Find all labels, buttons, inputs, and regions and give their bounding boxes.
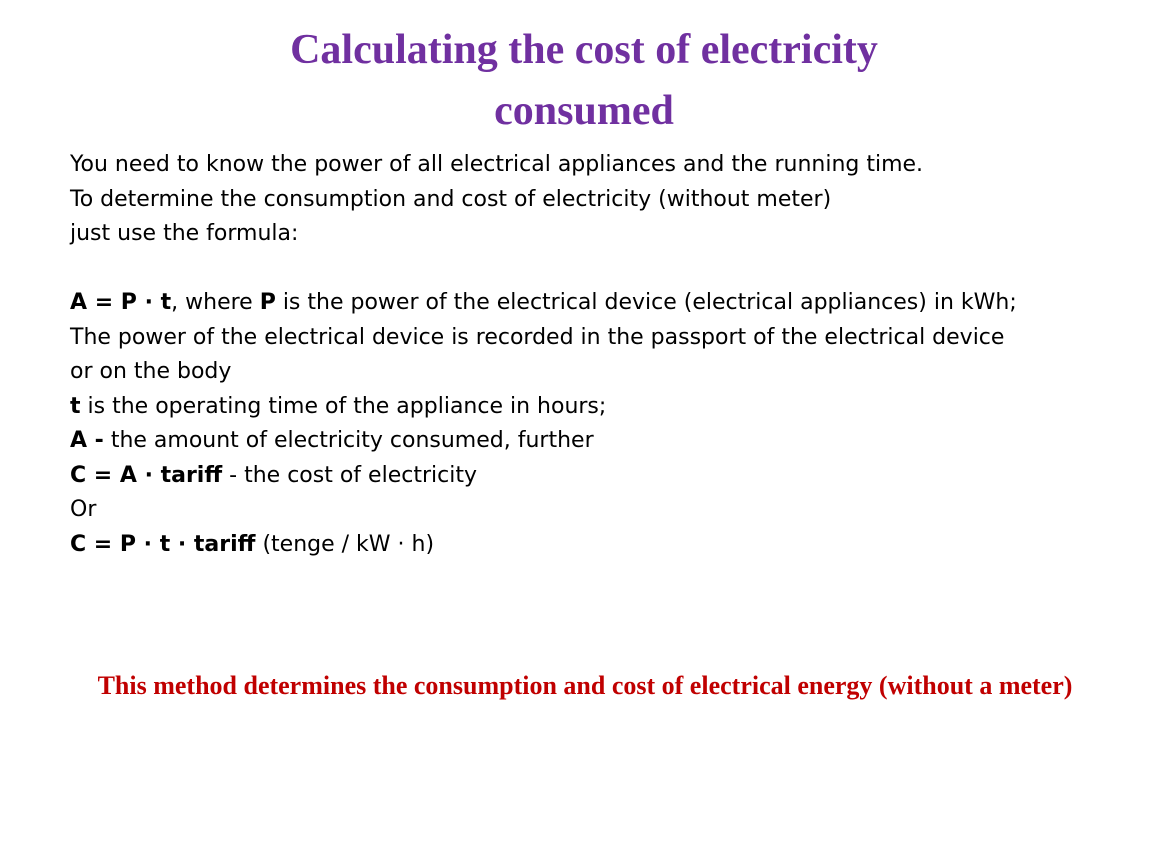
intro-line-3: just use the formula:: [70, 221, 299, 246]
amount-definition-line: [70, 424, 1130, 459]
formula-p-bold: P: [259, 290, 276, 315]
formula-t: t: [160, 290, 172, 315]
slide-title-line-2: consumed: [494, 88, 674, 134]
time-definition-line: [70, 390, 1130, 425]
combined-formula: C = P · t · tariff: [70, 531, 256, 557]
power-note-line-2: or on the body: [70, 359, 232, 384]
formula-dot: ·: [136, 290, 161, 315]
formula-equals: =: [87, 290, 121, 315]
formula-p-description: is the power of the electrical device (electrical appliances) in kWh;: [275, 290, 1017, 315]
combined-formula-line: [70, 528, 1130, 563]
cost-formula: C = A · tariff: [70, 462, 223, 488]
combined-formula-units: (tenge / kW · h): [255, 531, 435, 557]
slide-body: [70, 148, 1130, 562]
slide-title-line-1: Calculating the cost of electricity: [290, 27, 878, 73]
formula-where-text: , where: [171, 290, 260, 315]
formula-definition-line: [70, 286, 1130, 321]
formula-p: P: [120, 290, 137, 315]
intro-line-2: To determine the consumption and cost of electricity (without meter): [70, 186, 832, 212]
slide-title: [0, 20, 1150, 142]
time-symbol: t: [70, 393, 81, 419]
paragraph-gap: [70, 252, 1130, 287]
intro-line-1: You need to know the power of all electrical appliances and the running time.: [70, 152, 924, 177]
cost-formula-line: [70, 459, 1130, 494]
method-conclusion: This method determines the consumption and cost of electrical energy (without a meter): [97, 671, 1073, 700]
or-line: Or: [70, 497, 97, 522]
amount-description: the amount of electricity consumed, further: [103, 428, 594, 453]
formula-a: A: [70, 290, 88, 315]
cost-formula-description: - the cost of electricity: [222, 462, 477, 488]
amount-symbol: A -: [70, 428, 104, 453]
time-description: is the operating time of the appliance in hours;: [80, 393, 607, 419]
power-note-line-1: The power of the electrical device is recorded in the passport of the electrical device: [70, 324, 1005, 350]
